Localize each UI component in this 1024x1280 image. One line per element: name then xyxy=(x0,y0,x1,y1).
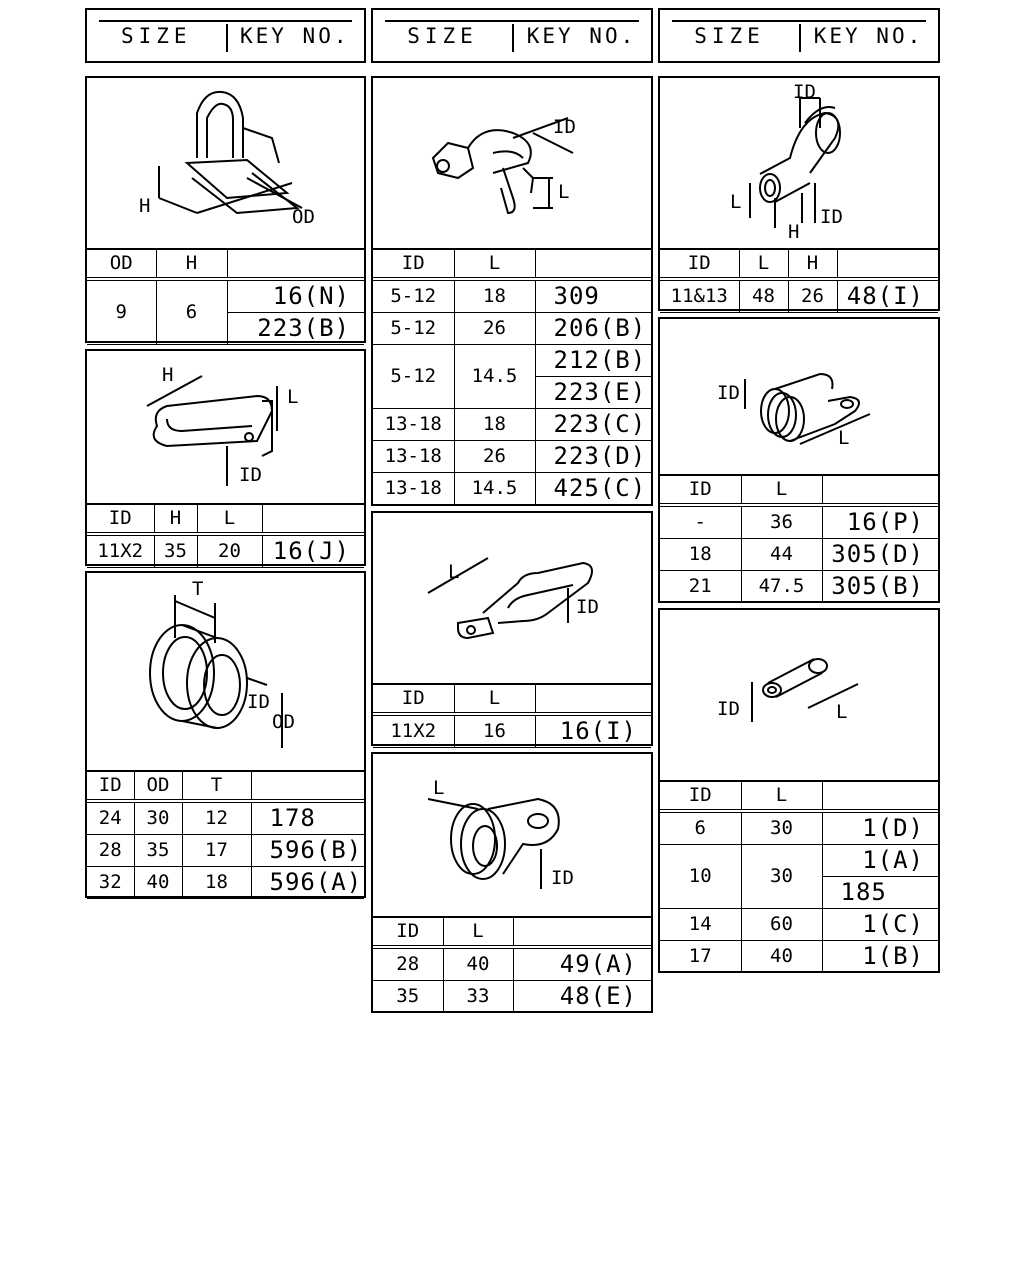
twin-clip-illustration xyxy=(660,78,938,250)
col-l: L xyxy=(197,504,262,535)
col-id: ID xyxy=(373,684,454,715)
cell-l: 18 xyxy=(454,409,535,441)
header-col2 xyxy=(371,8,653,63)
p-clamp-panel xyxy=(371,752,653,1013)
dim-label-l: L xyxy=(448,561,460,583)
clip-illustration xyxy=(87,351,364,505)
dim-label-id: ID xyxy=(717,382,740,404)
cell-id: 13-18 xyxy=(373,441,454,473)
table-row xyxy=(373,981,651,1013)
table-row xyxy=(660,941,938,973)
cell-l: 48 xyxy=(739,279,788,313)
cell-h: 26 xyxy=(788,279,837,313)
key-number: 16(N) xyxy=(227,279,364,313)
grommet-panel xyxy=(85,571,366,898)
table-row xyxy=(373,947,651,981)
cell-id: 5-12 xyxy=(373,313,454,345)
cell-t: 12 xyxy=(182,801,251,835)
key-number: 223(E) xyxy=(535,377,651,409)
cell-id: 5-12 xyxy=(373,279,454,313)
spec-table xyxy=(373,248,651,505)
cell-id: 11X2 xyxy=(373,714,454,748)
dim-label-l: L xyxy=(838,427,850,449)
col-key xyxy=(227,249,364,280)
col-h: H xyxy=(788,249,837,280)
key-number: 223(B) xyxy=(227,313,364,345)
cell-id: 21 xyxy=(660,571,741,603)
table-row xyxy=(87,835,364,867)
table-row xyxy=(373,409,651,441)
col-t: T xyxy=(182,771,251,802)
col-id: ID xyxy=(87,771,134,802)
key-number: 16(P) xyxy=(822,505,938,539)
key-number: 48(E) xyxy=(513,981,651,1013)
dim-label-od: OD xyxy=(272,711,295,733)
cell-l: 44 xyxy=(741,539,822,571)
table-row xyxy=(660,539,938,571)
table-row xyxy=(373,473,651,505)
key-number: 49(A) xyxy=(513,947,651,981)
col-l: L xyxy=(741,475,822,506)
clip-id-h-l-panel xyxy=(85,349,366,566)
cell-id: 14 xyxy=(660,909,741,941)
key-number: 1(A) xyxy=(822,845,938,877)
cell-id: 13-18 xyxy=(373,473,454,505)
cell-l: 60 xyxy=(741,909,822,941)
dim-label-l: L xyxy=(836,701,848,723)
clip-illustration xyxy=(87,78,364,250)
spec-table xyxy=(660,248,938,313)
table-row xyxy=(373,714,651,748)
cell-l: 47.5 xyxy=(741,571,822,603)
p-clamp-illustration xyxy=(373,754,651,918)
key-number: 48(I) xyxy=(837,279,938,313)
cell-od: 9 xyxy=(87,279,156,345)
dim-label-h: H xyxy=(788,221,800,243)
cell-l: 26 xyxy=(454,313,535,345)
dim-label-l: L xyxy=(558,181,570,203)
key-number: 596(B) xyxy=(251,835,364,867)
col-key xyxy=(513,917,651,948)
col-key xyxy=(262,504,364,535)
dim-label-id: ID xyxy=(553,116,576,138)
cell-l: 20 xyxy=(197,534,262,568)
table-row xyxy=(87,801,364,835)
spec-table xyxy=(373,683,651,748)
oval-clamp-illustration xyxy=(373,513,651,685)
col-id: ID xyxy=(87,504,154,535)
size-header: SIZE xyxy=(407,24,478,48)
table-row xyxy=(660,279,938,313)
key-header: KEY NO. xyxy=(813,24,924,48)
col-l: L xyxy=(454,684,535,715)
oval-clamp-panel xyxy=(371,511,653,746)
size-header: SIZE xyxy=(694,24,765,48)
col-l: L xyxy=(741,781,822,812)
key-number: 206(B) xyxy=(535,313,651,345)
tube-illustration xyxy=(660,610,938,782)
cell-h: 35 xyxy=(154,534,197,568)
col-key xyxy=(535,684,651,715)
dim-label-l: L xyxy=(730,191,742,213)
cell-od: 40 xyxy=(134,867,182,899)
tube-panel xyxy=(658,608,940,973)
col-key xyxy=(822,475,938,506)
spec-table xyxy=(87,770,364,899)
table-row xyxy=(373,441,651,473)
cell-id: 35 xyxy=(373,981,443,1013)
cell-l: 40 xyxy=(741,941,822,973)
table-row xyxy=(87,534,364,568)
key-number: 178 xyxy=(251,801,364,835)
dim-label-h: H xyxy=(162,364,174,386)
table-row xyxy=(660,571,938,603)
cell-id: 32 xyxy=(87,867,134,899)
key-number: 305(B) xyxy=(822,571,938,603)
col-key xyxy=(822,781,938,812)
cell-l: 30 xyxy=(741,845,822,909)
header-col3 xyxy=(658,8,940,63)
key-number: 185 xyxy=(822,877,938,909)
key-number: 596(A) xyxy=(251,867,364,899)
cell-h: 6 xyxy=(156,279,227,345)
dim-label-id: ID xyxy=(576,596,599,618)
key-number: 309 xyxy=(535,279,651,313)
key-header: KEY NO. xyxy=(526,24,637,48)
key-number: 305(D) xyxy=(822,539,938,571)
grommet-illustration xyxy=(87,573,364,772)
header-col1 xyxy=(85,8,366,63)
dim-label-id: ID xyxy=(247,691,270,713)
col-od: OD xyxy=(87,249,156,280)
cell-l: 40 xyxy=(443,947,513,981)
cell-l: 16 xyxy=(454,714,535,748)
col-l: L xyxy=(739,249,788,280)
band-clip-panel xyxy=(371,76,653,506)
table-row xyxy=(87,867,364,899)
col-id: ID xyxy=(660,781,741,812)
cell-id: 17 xyxy=(660,941,741,973)
key-number: 212(B) xyxy=(535,345,651,377)
cell-l: 14.5 xyxy=(454,473,535,505)
cell-id: 24 xyxy=(87,801,134,835)
key-number: 223(C) xyxy=(535,409,651,441)
cell-l: 18 xyxy=(454,279,535,313)
dim-label-h: H xyxy=(139,195,151,217)
dim-label-id: ID xyxy=(239,464,262,486)
spec-table xyxy=(87,503,364,568)
col-key xyxy=(535,249,651,280)
cell-id: - xyxy=(660,505,741,539)
cell-id: 28 xyxy=(373,947,443,981)
band-clip-illustration xyxy=(373,78,651,250)
cell-l: 14.5 xyxy=(454,345,535,409)
cell-id: 18 xyxy=(660,539,741,571)
col-h: H xyxy=(156,249,227,280)
col-h: H xyxy=(154,504,197,535)
cell-id: 5-12 xyxy=(373,345,454,409)
col-id: ID xyxy=(660,475,741,506)
col-id: ID xyxy=(373,917,443,948)
key-number: 1(C) xyxy=(822,909,938,941)
table-row xyxy=(373,313,651,345)
key-number: 223(D) xyxy=(535,441,651,473)
twin-clip-panel xyxy=(658,76,940,311)
cell-od: 30 xyxy=(134,801,182,835)
table-row xyxy=(660,909,938,941)
table-row xyxy=(660,845,938,877)
cell-id: 6 xyxy=(660,811,741,845)
table-row xyxy=(373,279,651,313)
cell-id: 11&13 xyxy=(660,279,739,313)
clip-od-h-panel xyxy=(85,76,366,343)
table-row xyxy=(87,279,364,313)
dim-label-l: L xyxy=(287,386,299,408)
col-id: ID xyxy=(660,249,739,280)
cell-id: 11X2 xyxy=(87,534,154,568)
spec-table xyxy=(373,916,651,1013)
col-id: ID xyxy=(373,249,454,280)
table-row xyxy=(660,505,938,539)
col-key xyxy=(251,771,364,802)
table-row xyxy=(660,811,938,845)
key-number: 1(D) xyxy=(822,811,938,845)
cell-t: 18 xyxy=(182,867,251,899)
cell-t: 17 xyxy=(182,835,251,867)
col-l: L xyxy=(443,917,513,948)
cell-l: 33 xyxy=(443,981,513,1013)
size-header: SIZE xyxy=(120,24,192,48)
cell-l: 36 xyxy=(741,505,822,539)
col-key xyxy=(837,249,938,280)
dim-label-od: OD xyxy=(292,206,315,228)
dim-label-l: L xyxy=(433,777,445,799)
table-row xyxy=(373,345,651,377)
key-header: KEY NO. xyxy=(239,24,350,48)
col-l: L xyxy=(454,249,535,280)
cell-id: 13-18 xyxy=(373,409,454,441)
spec-table xyxy=(660,780,938,973)
key-number: 16(I) xyxy=(535,714,651,748)
dim-label-t: T xyxy=(192,578,204,600)
cell-l: 30 xyxy=(741,811,822,845)
cell-id: 28 xyxy=(87,835,134,867)
spec-table xyxy=(660,474,938,603)
dim-label-id: ID xyxy=(820,206,843,228)
dim-label-id: ID xyxy=(793,81,816,103)
col-od: OD xyxy=(134,771,182,802)
key-number: 1(B) xyxy=(822,941,938,973)
loop-clip-panel xyxy=(658,317,940,603)
key-number: 425(C) xyxy=(535,473,651,505)
dim-label-id: ID xyxy=(551,867,574,889)
cell-l: 26 xyxy=(454,441,535,473)
loop-clip-illustration xyxy=(660,319,938,476)
key-number: 16(J) xyxy=(262,534,364,568)
cell-id: 10 xyxy=(660,845,741,909)
spec-table xyxy=(87,248,364,345)
cell-od: 35 xyxy=(134,835,182,867)
dim-label-id: ID xyxy=(717,698,740,720)
